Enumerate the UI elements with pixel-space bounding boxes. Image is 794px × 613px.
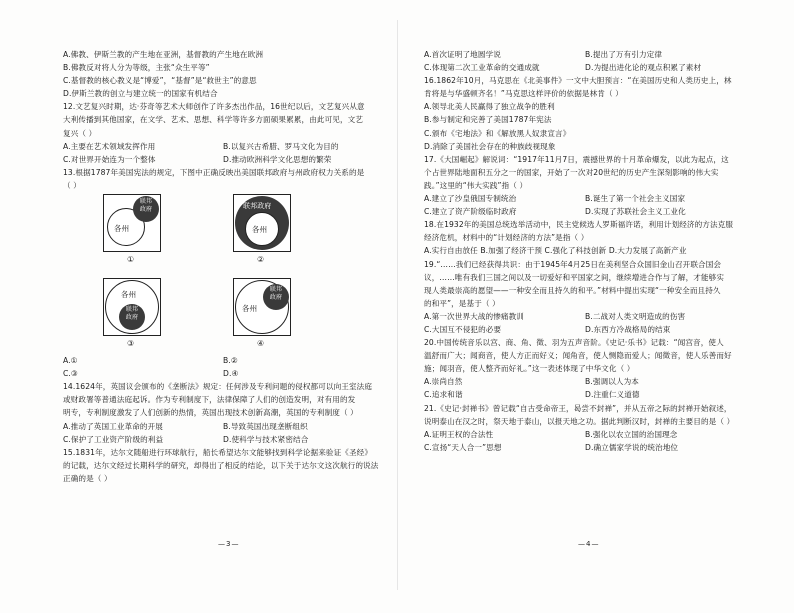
power-relationship-diagrams	[63, 194, 383, 352]
option-b[interactable]: B.二战对人类文明造成的伤害	[585, 311, 686, 321]
option-b[interactable]: B.导致英国出现垄断组织	[223, 421, 308, 431]
options-row	[424, 192, 746, 205]
option-c[interactable]: C.对世界开始连为一个整体	[63, 154, 156, 164]
page-divider	[397, 20, 398, 590]
option-a[interactable]: A.①	[63, 356, 78, 366]
text-line: 或财政署等普通法庭起诉。作为专利制度下，法律保障了人们的创造发明，对有用的发	[63, 395, 356, 405]
diagram-3	[103, 278, 161, 349]
states-label: 各州	[252, 225, 268, 235]
options-row	[63, 367, 383, 380]
federal-label	[263, 286, 289, 308]
federal-label-text: 联邦政府	[139, 198, 153, 214]
option-d[interactable]: D.为提出进化论的观点积累了素材	[585, 63, 702, 73]
question-18-stem: 18.在1932年的美国总统选举活动中，民主党候选人罗斯福许诺，利用计划经济的方法克服	[424, 220, 734, 230]
text-line: 正确的是（ ）	[63, 473, 112, 483]
option-b[interactable]: B.参与制定和完善了美国1787年宪法	[424, 115, 552, 125]
question-21-stem: 21.《史记·封禅书》曾记载“自古受命帝王，曷尝不封禅”，并从五帝之际的封禅开始叙述，	[424, 403, 732, 413]
diagram-4	[233, 278, 291, 349]
option-c[interactable]: C.宣扬“天人合一”思想	[424, 442, 502, 452]
text-line: A.佛教、伊斯兰教的产生地在亚洲，基督教的产生地在欧洲	[63, 50, 264, 59]
diagram-number: ③	[127, 339, 135, 349]
page-number: —4—	[578, 540, 600, 548]
options-row	[424, 375, 746, 388]
text-line: 复兴（ ）	[63, 128, 97, 138]
right-page	[424, 48, 746, 454]
federal-label: 联邦政府	[243, 202, 272, 211]
text-line: 施；闻羽音，使人整齐而好礼。”这一表述体现了中华文化（ ）	[424, 364, 635, 374]
federal-label-text: 联邦政府	[269, 286, 283, 302]
option-d[interactable]: D.推动欧洲科学文化思想的繁荣	[223, 154, 332, 164]
option-a[interactable]: A.主要在艺术领域发挥作用	[63, 141, 156, 151]
option-c[interactable]: C.③	[63, 369, 78, 379]
question-17-stem: 17.《大国崛起》解说词：“1917年11月7日，震撼世界的十月革命爆发，以此为起点，这	[424, 154, 729, 164]
option-c[interactable]: C.大国互不侵犯的必要	[424, 324, 502, 334]
text-line: D.伊斯兰教的创立与建立统一的国家有机结合	[63, 89, 218, 99]
options-row	[424, 428, 746, 441]
options-row	[424, 441, 746, 454]
question-13-stem: 13.根据1787年美国宪法的规定，下图中正确反映出美国联邦政府与州政府权力关系的是	[63, 167, 365, 177]
option-a[interactable]: A.领导北美人民赢得了独立战争的胜利	[424, 102, 555, 112]
options-row[interactable]: A.实行自由放任 B.加强了经济干预 C.强化了科技创新 D.大力发展了高新产业	[424, 246, 687, 256]
diagram-number: ②	[257, 255, 265, 265]
option-d[interactable]: D.④	[223, 369, 239, 379]
option-d[interactable]: D.注重仁义道德	[585, 390, 640, 400]
options-row	[63, 433, 383, 446]
question-12-stem: 12.文艺复兴时期，达·芬奇等艺术大师创作了许多杰出作品，16世纪以后，文艺复兴从意	[63, 102, 365, 112]
options-row	[63, 140, 383, 153]
diagram-1	[103, 194, 161, 265]
text-line: 的记载，达尔文经过长期科学的研究，却得出了相反的结论，以下关于达尔文这次航行的说法	[63, 460, 379, 470]
text-line: 的和平”，是基于（ ）	[424, 298, 500, 308]
option-a[interactable]: A.崇尚自然	[424, 377, 463, 387]
option-b[interactable]: B.强调以人为本	[585, 377, 639, 387]
text-line: 说明泰山在汉之时，祭天地于泰山，以报天地之功。据此判断汉时，封禅的主要目的是（ ）	[424, 416, 735, 426]
question-20-stem: 20.中国传统音乐以宫、商、角、徵、羽为五声音阶。《史记·乐书》记载：“闻宫音，使人	[424, 338, 724, 348]
text-line: 经济危机，材料中的“计划经济的方法”是指（ ）	[424, 233, 589, 243]
text-line: 践。”这里的“伟大实践”指（ ）	[424, 180, 528, 190]
question-14-stem: 14.1624年，英国议会颁布的《垄断法》规定：任何涉及专利问题的侵权都可以向王室法庭	[63, 382, 373, 392]
diagram-number: ④	[257, 339, 265, 349]
option-d[interactable]: D.确立儒家学说的统治地位	[585, 442, 679, 452]
options-row	[424, 61, 746, 74]
question-16-stem: 16.1862年10月，马克思在《北美事件》一文中大胆预言：“在美国历史和人类历史上，林	[424, 76, 732, 86]
options-row	[424, 388, 746, 401]
states-label: 各州	[242, 304, 258, 314]
text-line: 现人类最崇高的愿望——一种安全而且持久的和平。”材料中提出实现“一种安全而且持久	[424, 285, 721, 295]
option-b[interactable]: B.提出了万有引力定律	[585, 50, 663, 59]
question-15-stem: 15.1831年，达尔文随船进行环球航行，船长希望达尔文能够找到科学论据来验证《圣经》	[63, 447, 373, 457]
option-c[interactable]: C.建立了资产阶级临时政府	[424, 207, 517, 217]
option-d[interactable]: D.使科学与技术紧密结合	[223, 434, 309, 444]
text-line: C.基督教的核心教义是“博爱”，“基督”是“救世主”的意思	[63, 76, 257, 86]
text-line: 大利传播到其他国家，在文学、艺术、思想、科学等许多方面硕果累累，由此可见，文艺	[63, 115, 364, 125]
option-a[interactable]: A.首次证明了地圆学说	[424, 50, 501, 59]
diagram-2	[233, 194, 291, 265]
text-line: 个占世界陆地面积五分之一的国家，开始了一次对20世纪的历史产生深刻影响的伟大实	[424, 167, 719, 177]
option-c[interactable]: C.颁布《宅地法》和《解放黑人奴隶宣言》	[424, 128, 571, 138]
text-line: 肯将是与华盛顿齐名！”马克思这样评价的依据是林肯（ ）	[424, 89, 623, 99]
options-row	[63, 420, 383, 433]
page-number: —3—	[218, 540, 240, 548]
option-a[interactable]: A.证明王权的合法性	[424, 429, 494, 439]
states-label: 各州	[121, 290, 137, 300]
option-b[interactable]: B.诞生了第一个社会主义国家	[585, 194, 686, 204]
options-row	[424, 323, 746, 336]
diagram-number: ①	[127, 255, 135, 265]
option-c[interactable]: C.体现第二次工业革命的交通成就	[424, 63, 540, 73]
text-line: （ ）	[63, 180, 81, 190]
text-line: B.佛教反对将人分为等级，主张“众生平等”	[63, 63, 210, 73]
text-line: 温舒而广大；闻商音，使人方正而好义；闻角音，使人恻隐而爱人；闻徵音，使人乐善而好	[424, 351, 732, 361]
text-line: 明专，专利制度激发了人们创新的热情，英国出现技术创新高潮，英国的专利制度（ ）	[63, 408, 358, 418]
federal-label-text: 联邦政府	[125, 306, 139, 322]
options-row	[424, 205, 746, 218]
option-d[interactable]: D.实现了苏联社会主义工业化	[585, 207, 686, 217]
option-a[interactable]: A.推动了英国工业革命的开展	[63, 421, 163, 431]
option-a[interactable]: A.建立了沙皇俄国专制统治	[424, 194, 517, 204]
question-19-stem: 19.“……我们已经获得共识：由于1945年4月25日在美利坚合众国旧金山召开联合国会	[424, 259, 722, 269]
states-label: 各州	[114, 224, 130, 234]
left-page	[63, 48, 383, 485]
option-c[interactable]: C.追求和谐	[424, 390, 463, 400]
option-d[interactable]: D.东西方冷战格局的结束	[585, 324, 671, 334]
option-b[interactable]: B.②	[223, 356, 238, 366]
option-b[interactable]: B.以复兴古希腊、罗马文化为目的	[223, 141, 339, 151]
options-row	[424, 310, 746, 323]
federal-label	[119, 306, 145, 328]
option-a[interactable]: A.第一次世界大战的惨痛教训	[424, 311, 524, 321]
options-row	[63, 354, 383, 367]
federal-label	[133, 198, 159, 220]
options-row	[424, 48, 746, 61]
option-b[interactable]: B.强化以农立国的治国理念	[585, 429, 678, 439]
option-c[interactable]: C.保护了工业资产阶级的利益	[63, 434, 164, 444]
text-line: 议，……唯有我们三国之间以及一切爱好和平国家之间，继续增进合作与了解，才能够实	[424, 272, 725, 282]
option-d[interactable]: D.消除了美国社会存在的种族歧视现象	[424, 141, 556, 151]
options-row	[63, 153, 383, 166]
